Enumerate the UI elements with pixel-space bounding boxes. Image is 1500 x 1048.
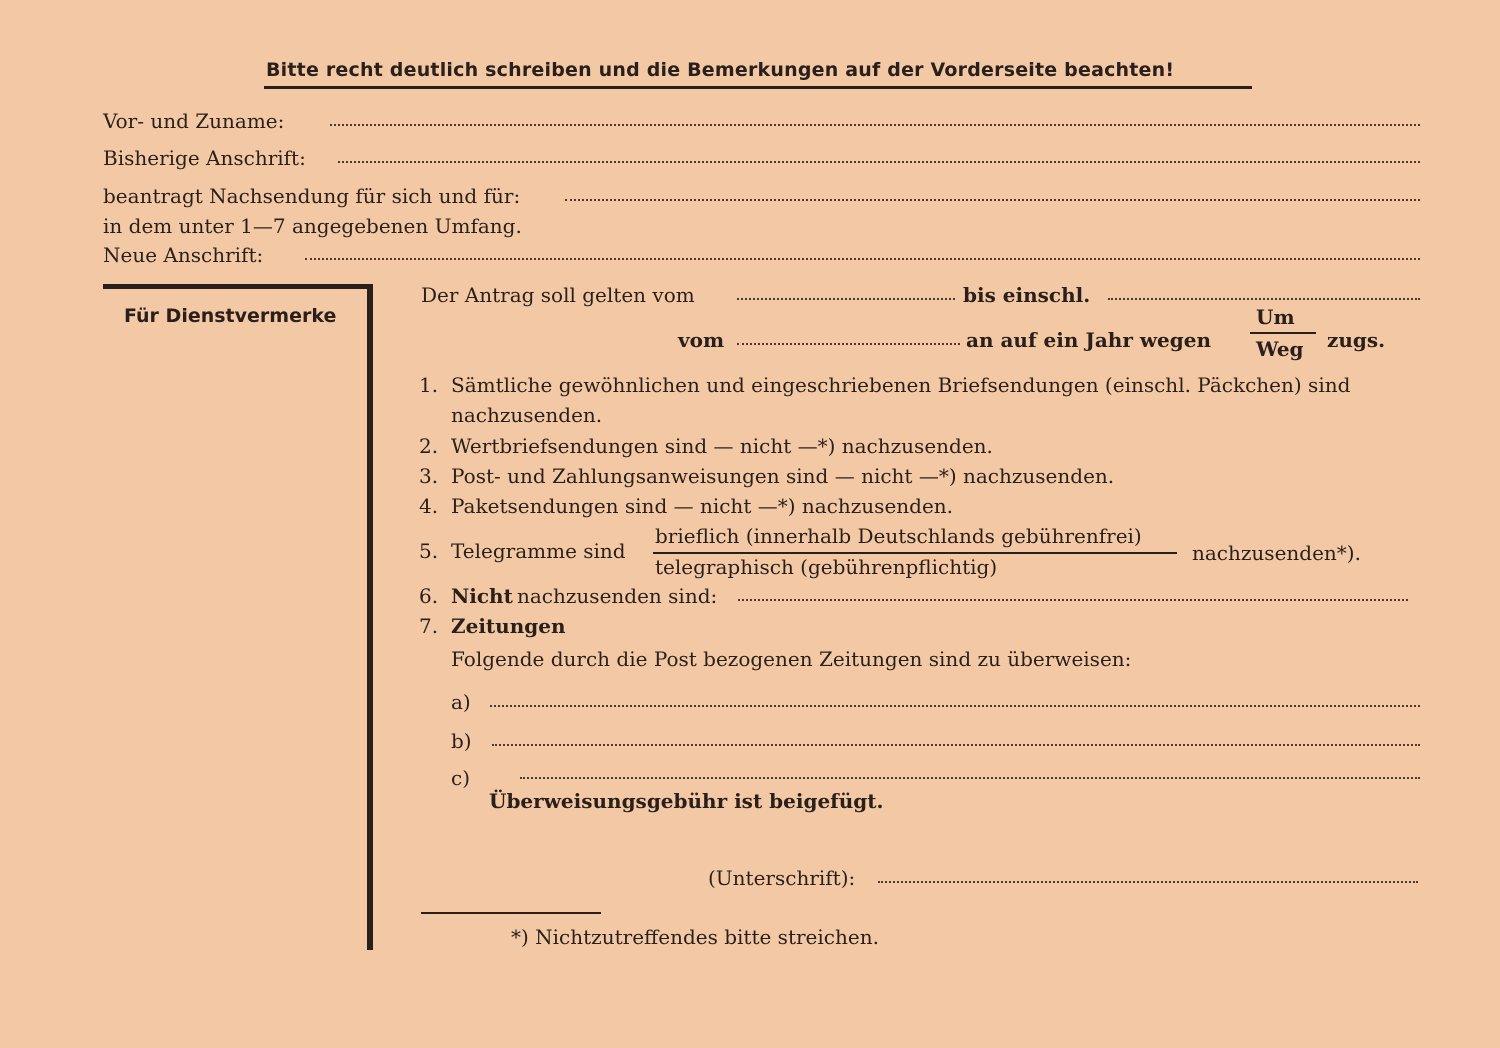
sidebar-top-rule xyxy=(103,284,373,289)
signature-field[interactable] xyxy=(878,881,1418,883)
item-4-number: 4. xyxy=(419,494,439,518)
fee-note: Überweisungsgebühr ist beigefügt. xyxy=(489,789,884,813)
fraction-bottom-weg: Weg xyxy=(1256,337,1304,361)
signature-label: (Unterschrift): xyxy=(708,866,856,890)
item-6-bold: Nicht xyxy=(451,584,513,608)
validity-vom-label: vom xyxy=(678,328,725,352)
item-5-fraction-bar xyxy=(653,552,1177,554)
item-5-option-brieflich: brieflich (innerhalb Deutschlands gebührenfrei) xyxy=(655,524,1142,548)
item-7-title: Zeitungen xyxy=(451,614,566,638)
footnote: *) Nichtzutreffendes bitte streichen. xyxy=(511,925,879,949)
item-6-number: 6. xyxy=(419,584,439,608)
item-1-text: Sämtliche gewöhnlichen und eingeschriebenen Briefsendungen (einschl. Päckchen) sind xyxy=(451,373,1351,397)
old-address-field[interactable] xyxy=(338,161,1420,163)
sidebar-title: Für Dienstvermerke xyxy=(124,305,337,327)
forwarding-scope-text: in dem unter 1—7 angegebenen Umfang. xyxy=(103,214,522,238)
item-7-number: 7. xyxy=(419,614,439,638)
validity-until-label: bis einschl. xyxy=(963,283,1091,307)
newspaper-b-field[interactable] xyxy=(492,744,1420,746)
footnote-rule xyxy=(421,912,601,914)
item-6-text: nachzusenden sind: xyxy=(517,584,718,608)
new-address-label: Neue Anschrift: xyxy=(103,243,264,267)
item-7-subtitle: Folgende durch die Post bezogenen Zeitungen sind zu überweisen: xyxy=(451,647,1132,671)
name-field[interactable] xyxy=(330,124,1420,126)
newspaper-a-label: a) xyxy=(451,690,471,714)
item-2-text: Wertbriefsendungen sind — nicht —*) nachzusenden. xyxy=(451,434,993,458)
validity-vom-field[interactable] xyxy=(737,343,960,345)
forwarding-field[interactable] xyxy=(565,199,1420,201)
new-address-field[interactable] xyxy=(305,258,1420,260)
newspaper-c-label: c) xyxy=(451,766,471,790)
newspaper-a-field[interactable] xyxy=(490,705,1420,707)
validity-from-label: Der Antrag soll gelten vom xyxy=(421,283,695,307)
newspaper-b-label: b) xyxy=(451,729,472,753)
old-address-label: Bisherige Anschrift: xyxy=(103,146,306,170)
header-underline xyxy=(264,86,1252,89)
forwarding-label: beantragt Nachsendung für sich und für: xyxy=(103,184,521,208)
item-5-option-telegraphisch: telegraphisch (gebührenpflichtig) xyxy=(655,555,998,579)
sidebar-right-rule xyxy=(367,284,373,950)
item-4-text: Paketsendungen sind — nicht —*) nachzusenden. xyxy=(451,494,954,518)
item-5-tail: nachzusenden*). xyxy=(1192,541,1361,565)
newspaper-c-field[interactable] xyxy=(520,777,1420,779)
item-3-text: Post- und Zahlungsanweisungen sind — nicht —*) nachzusenden. xyxy=(451,464,1115,488)
item-3-number: 3. xyxy=(419,464,439,488)
item-6-field[interactable] xyxy=(738,599,1408,601)
item-5-number: 5. xyxy=(419,539,439,563)
fraction-top-um: Um xyxy=(1256,305,1295,329)
item-1-text-cont: nachzusenden. xyxy=(451,403,603,427)
item-1-number: 1. xyxy=(419,373,439,397)
validity-from-field[interactable] xyxy=(737,298,955,300)
item-5-lead: Telegramme sind xyxy=(451,539,626,563)
validity-year-label: an auf ein Jahr wegen xyxy=(966,328,1212,352)
name-label: Vor- und Zuname: xyxy=(103,109,285,133)
validity-until-field[interactable] xyxy=(1108,298,1420,300)
fraction-bar xyxy=(1250,332,1316,334)
item-2-number: 2. xyxy=(419,434,439,458)
header-instruction: Bitte recht deutlich schreiben und die Bemerkungen auf der Vorderseite beachten! xyxy=(266,59,1175,81)
zugs-label: zugs. xyxy=(1327,328,1386,352)
